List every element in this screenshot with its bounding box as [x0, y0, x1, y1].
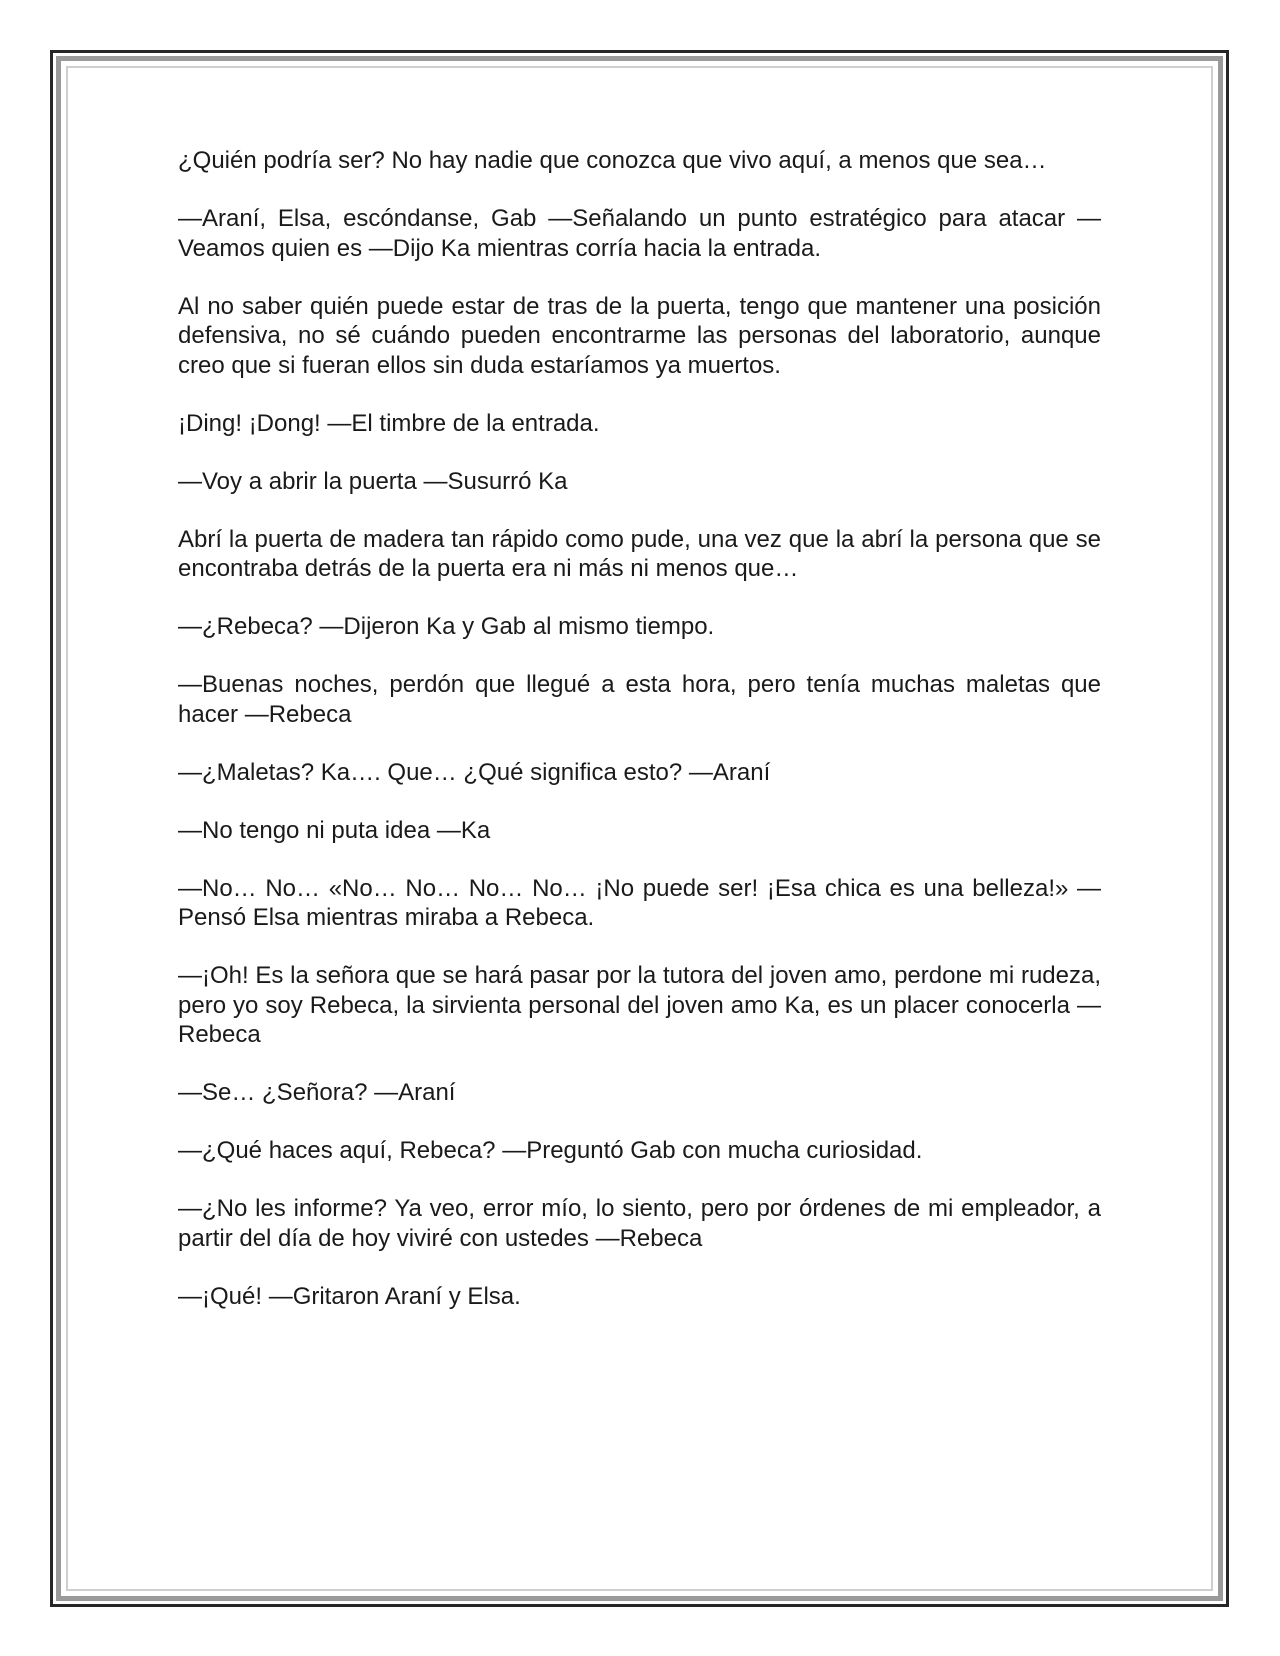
paragraph: ¿Quién podría ser? No hay nadie que conozca que vivo aquí, a menos que sea… — [178, 147, 1047, 174]
paragraph: —Araní, Elsa, escóndanse, Gab —Señalando un punto estratégico para atacar —Veamos quien es —Dijo Ka mientras corría hacia la entrada. — [178, 205, 1101, 262]
paragraph: —¡Qué! —Gritaron Araní y Elsa. — [178, 1282, 521, 1310]
paragraph: —Voy a abrir la puerta —Susurró Ka — [178, 467, 568, 495]
paragraph: —No tengo ni puta idea —Ka — [178, 816, 491, 844]
paragraph: —¿Maletas? Ka…. Que… ¿Qué significa esto? —Araní — [178, 758, 771, 786]
paragraph: Al no saber quién puede estar de tras de la puerta, tengo que mantener una posición defensiva, no sé cuándo pueden encontrarme las personas del laboratorio, aunque creo que si fueran ellos sin duda estaríamos ya muertos. — [178, 292, 1101, 379]
paragraph: ¡Ding! ¡Dong! —El timbre de la entrada. — [178, 409, 600, 437]
paragraph: —¡Oh! Es la señora que se hará pasar por la tutora del joven amo, perdone mi rudeza, pero yo soy Rebeca, la sirvienta personal del joven amo Ka, es un placer conocerla —Rebeca — [178, 962, 1101, 1048]
paragraph: —Se… ¿Señora? —Araní — [178, 1079, 456, 1106]
document-body — [178, 146, 1101, 1340]
paragraph: —¿Qué haces aquí, Rebeca? —Preguntó Gab con mucha curiosidad. — [178, 1137, 923, 1164]
paragraph: —¿No les informe? Ya veo, error mío, lo siento, pero por órdenes de mi empleador, a partir del día de hoy viviré con ustedes —Rebeca — [178, 1195, 1101, 1252]
paragraph: —No… No… «No… No… No… No… ¡No puede ser! ¡Esa chica es una belleza!» —Pensó Elsa mientras miraba a Rebeca. — [178, 874, 1101, 931]
paragraph: —Buenas noches, perdón que llegué a esta hora, pero tenía muchas maletas que hacer —Rebeca — [178, 671, 1101, 728]
paragraph: Abrí la puerta de madera tan rápido como pude, una vez que la abrí la persona que se encontraba detrás de la puerta era ni más ni menos que… — [178, 525, 1101, 582]
paragraph: —¿Rebeca? —Dijeron Ka y Gab al mismo tiempo. — [178, 613, 715, 640]
